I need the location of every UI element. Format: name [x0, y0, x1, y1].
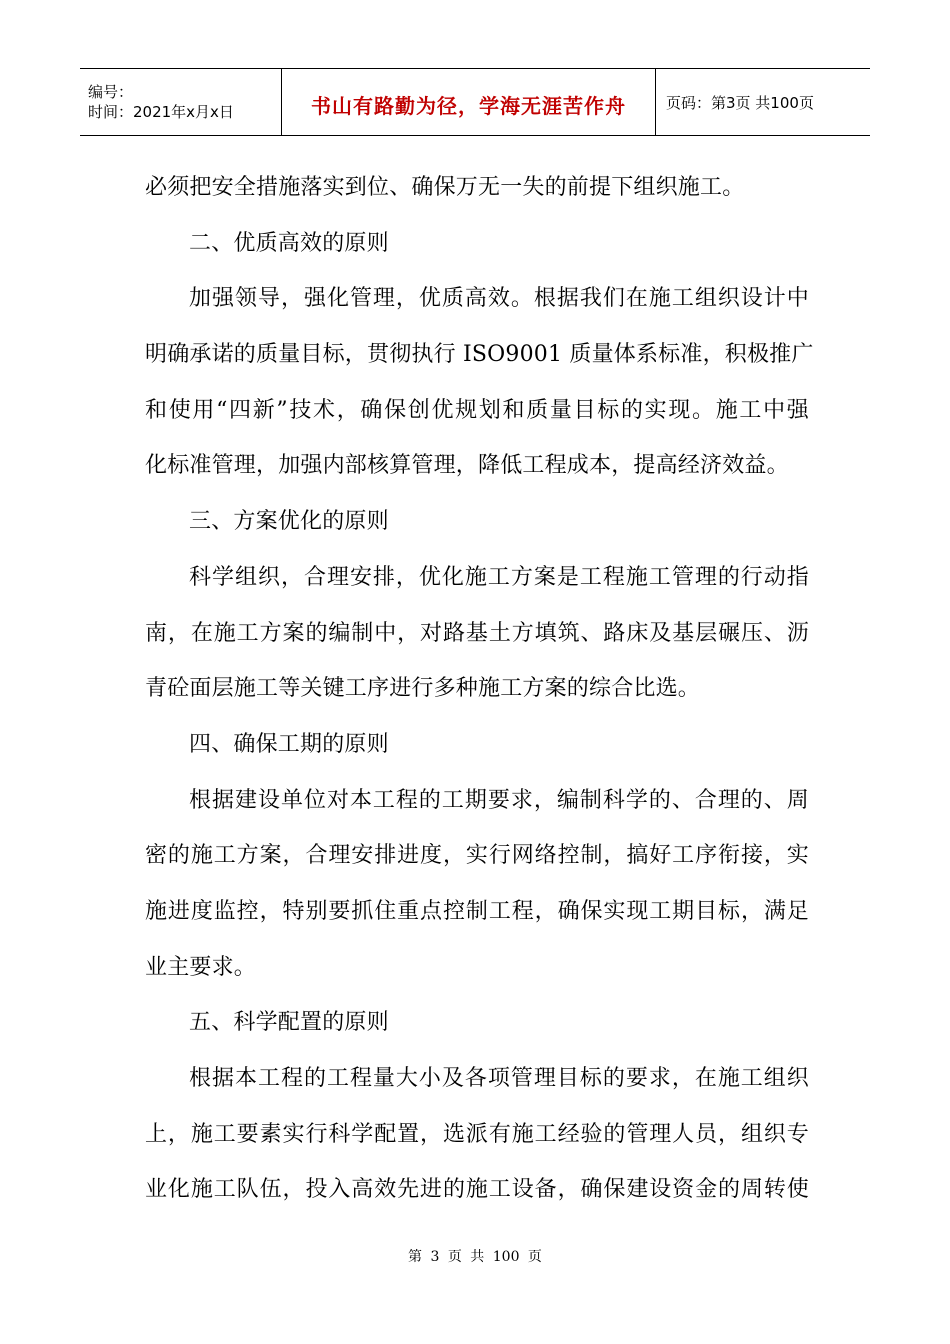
body-text-line: 上，施工要素实行科学配置，选派有施工经验的管理人员，组织专 [145, 1121, 809, 1147]
body-text-line: 南，在施工方案的编制中，对路基土方填筑、路床及基层碾压、沥 [145, 620, 809, 646]
document-number-label: 编号： [88, 83, 134, 101]
body-text-line: 青砼面层施工等关键工序进行多种施工方案的综合比选。 [145, 676, 701, 702]
section-heading: 五、科学配置的原则 [189, 1010, 389, 1036]
header-meta [80, 69, 282, 135]
page-footer: 第 3 页 共 100 页 [408, 1249, 542, 1265]
body-text-line: 必须把安全措施落实到位、确保万无一失的前提下组织施工。 [145, 175, 745, 200]
body-text-line: 加强领导，强化管理，优质高效。根据我们在施工组织设计中 [189, 286, 809, 312]
body-text-line: 明确承诺的质量目标，贯彻执行 ISO9001 质量体系标准，积极推广 [145, 342, 814, 368]
document-body [145, 160, 814, 1218]
header-motto-cell [282, 69, 656, 135]
header-page-info: 页码：第3页 共100页 [666, 93, 814, 112]
header-motto: 书山有路勤为径，学海无涯苦作舟 [311, 93, 626, 118]
body-text-line: 密的施工方案，合理安排进度，实行网络控制，搞好工序衔接，实 [145, 843, 809, 869]
body-text-line: 业化施工队伍，投入高效先进的施工设备，确保建设资金的周转使 [145, 1177, 809, 1203]
body-text-line: 科学组织，合理安排，优化施工方案是工程施工管理的行动指 [189, 564, 809, 590]
section-heading: 二、优质高效的原则 [189, 230, 389, 256]
body-text-line: 业主要求。 [145, 954, 257, 980]
section-heading: 四、确保工期的原则 [189, 731, 389, 757]
body-text-line: 根据建设单位对本工程的工期要求，编制科学的、合理的、周 [189, 787, 809, 813]
section-heading: 三、方案优化的原则 [189, 509, 389, 535]
body-text-line: 和使用“四新”技术，确保创优规划和质量目标的实现。施工中强 [145, 397, 809, 423]
body-text-line: 根据本工程的工程量大小及各项管理目标的要求，在施工组织 [189, 1066, 809, 1091]
document-time-label: 时间：2021年x月x日 [88, 103, 234, 121]
header-page-info-cell [656, 69, 870, 135]
body-text-line: 施进度监控，特别要抓住重点控制工程，确保实现工期目标，满足 [145, 898, 809, 924]
body-text-line: 化标准管理，加强内部核算管理，降低工程成本，提高经济效益。 [145, 453, 789, 479]
document-header [80, 68, 870, 136]
